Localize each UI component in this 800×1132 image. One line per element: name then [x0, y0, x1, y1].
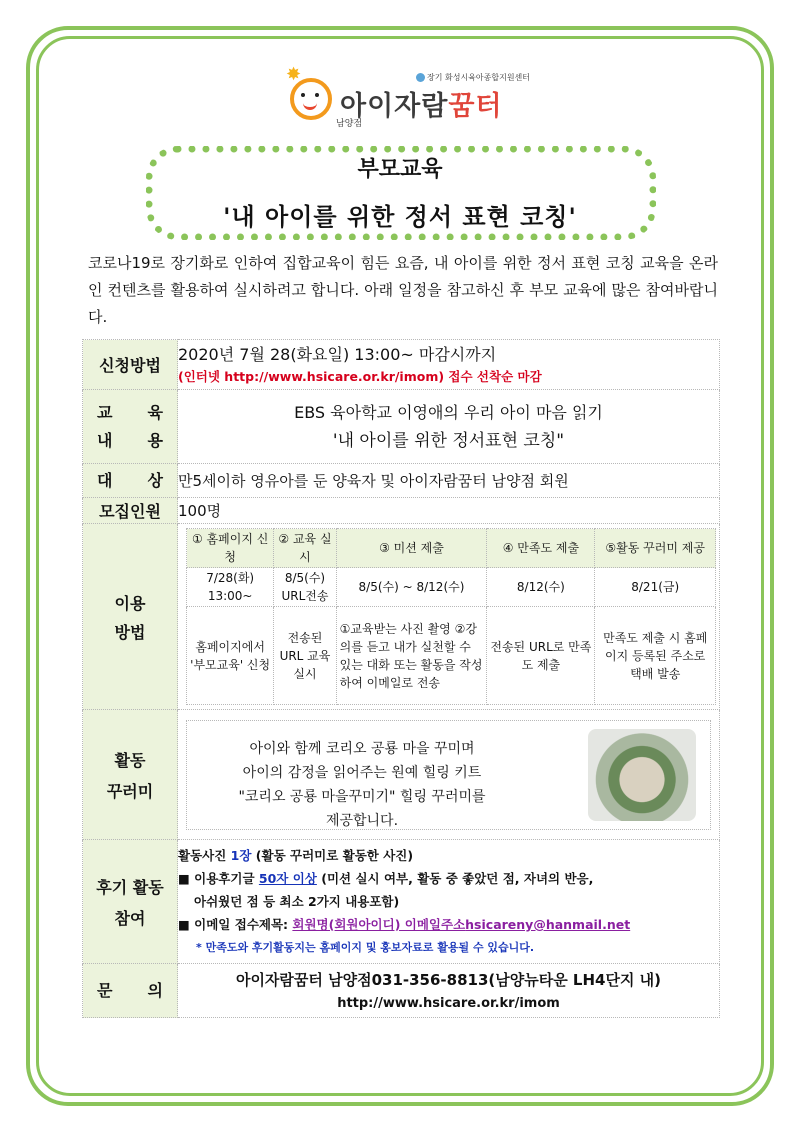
info-table	[82, 339, 720, 1018]
review-line3: 아쉬웠던 점 등 최소 2가지 내용포함)	[194, 894, 400, 909]
center-name: 장기 화성시육아종합지원센터	[416, 72, 530, 83]
review-cell	[178, 840, 720, 964]
inquiry-cell	[178, 964, 720, 1018]
apply-cell	[178, 340, 720, 390]
review-line1: 활동사진 1장 (활동 꾸러미로 활동한 사진)	[178, 848, 414, 863]
terrarium-photo	[588, 729, 696, 821]
activity-cell	[178, 710, 720, 840]
step-header: ② 교육 실시	[274, 529, 336, 568]
content-line1: EBS 육아학교 이영애의 우리 아이 마음 읽기	[294, 402, 603, 422]
title-line2: '내 아이를 위한 정서 표현 코칭'	[223, 203, 577, 231]
child-face-icon	[290, 78, 332, 120]
review-label: 후기 활동 참여	[83, 840, 178, 964]
recruit-label: 모집인원	[83, 498, 178, 524]
apply-date: 2020년 7월 28(화요일) 13:00~ 마감시까지	[178, 344, 497, 364]
logo-branch: 남양점	[336, 119, 363, 129]
logo	[282, 66, 532, 136]
review-line2: ■ 이용후기글 50자 이상 (미션 실시 여부, 활동 중 좋았던 점, 자녀의 반응,	[178, 871, 594, 886]
recruit-text: 100명	[178, 498, 720, 524]
activity-box	[186, 720, 711, 830]
step-date: 8/21(금)	[595, 568, 716, 607]
step-header: ⑤활동 꾸러미 제공	[595, 529, 716, 568]
step-date: 8/5(수) ~ 8/12(수)	[336, 568, 487, 607]
usage-cell	[178, 524, 720, 710]
step-desc: 전송된 URL 교육 실시	[274, 607, 336, 705]
usage-label: 이용 방법	[83, 524, 178, 710]
content-line2: '내 아이를 위한 정서표현 코칭"	[332, 430, 565, 451]
target-text: 만5세이하 영유아를 둔 양육자 및 아이자람꿈터 남양점 회원	[178, 464, 720, 498]
activity-label: 활동 꾸러미	[83, 710, 178, 840]
apply-note: (인터넷 http://www.hsicare.or.kr/imom) 접수 선착순 마감	[178, 368, 542, 384]
activity-text: 아이와 함께 코리오 공룡 마을 꾸미며 아이의 감정을 읽어주는 원예 힐링 키트 "코리오 공룡 마을꾸미기" 힐링 꾸러미를 제공합니다.	[238, 740, 486, 829]
inquiry-contact: 아이자람꿈터 남양점031-356-8813(남양뉴타운 LH4단지 내)	[235, 970, 662, 989]
step-desc: 전송된 URL로 만족도 제출	[487, 607, 595, 705]
intro-text: 코로나19로 장기화로 인하여 집합교육이 힘든 요즘, 내 아이를 위한 정서 표현 코칭 교육을 온라인 컨텐츠를 활용하여 실시하려고 합니다. 아래 일정을 참고하신 후 부모 교육에 많은 참여바랍니다.	[88, 254, 718, 326]
title-line1: 부모교육	[357, 157, 443, 182]
inquiry-url[interactable]: http://www.hsicare.or.kr/imom	[337, 995, 560, 1011]
step-header: ① 홈페이지 신청	[187, 529, 274, 568]
content-label: 교 육 내 용	[83, 390, 178, 464]
step-date: 8/12(수)	[487, 568, 595, 607]
step-desc: 홈페이지에서 '부모교육' 신청	[187, 607, 274, 705]
center-logo-icon	[416, 73, 425, 82]
step-header: ④ 만족도 제출	[487, 529, 595, 568]
step-date: 8/5(수) URL전송	[274, 568, 336, 607]
step-desc: 만족도 제출 시 홈페이지 등록된 주소로 택배 발송	[595, 607, 716, 705]
review-note: * 만족도와 후기활동지는 홈페이지 및 홍보자료로 활용될 수 있습니다.	[196, 941, 535, 954]
star-icon: ✸	[286, 64, 302, 85]
step-date: 7/28(화) 13:00~	[187, 568, 274, 607]
target-label: 대 상	[83, 464, 178, 498]
logo-name: 아이자람꿈터	[340, 91, 503, 122]
step-header: ③ 미션 제출	[336, 529, 487, 568]
review-line4: ■ 이메일 접수제목: 회원명(회원아이디) 이메일주소hsicareny@hanmail.net	[178, 917, 631, 932]
step-desc: ①교육받는 사진 촬영 ②강의를 듣고 내가 실천할 수 있는 대화 또는 활동을 작성하여 이메일로 전송	[336, 607, 487, 705]
email-link[interactable]: hsicareny@hanmail.net	[465, 917, 631, 932]
content-cell	[178, 390, 720, 464]
schedule-table	[186, 528, 716, 705]
apply-label: 신청방법	[83, 340, 178, 390]
inquiry-label: 문 의	[83, 964, 178, 1018]
